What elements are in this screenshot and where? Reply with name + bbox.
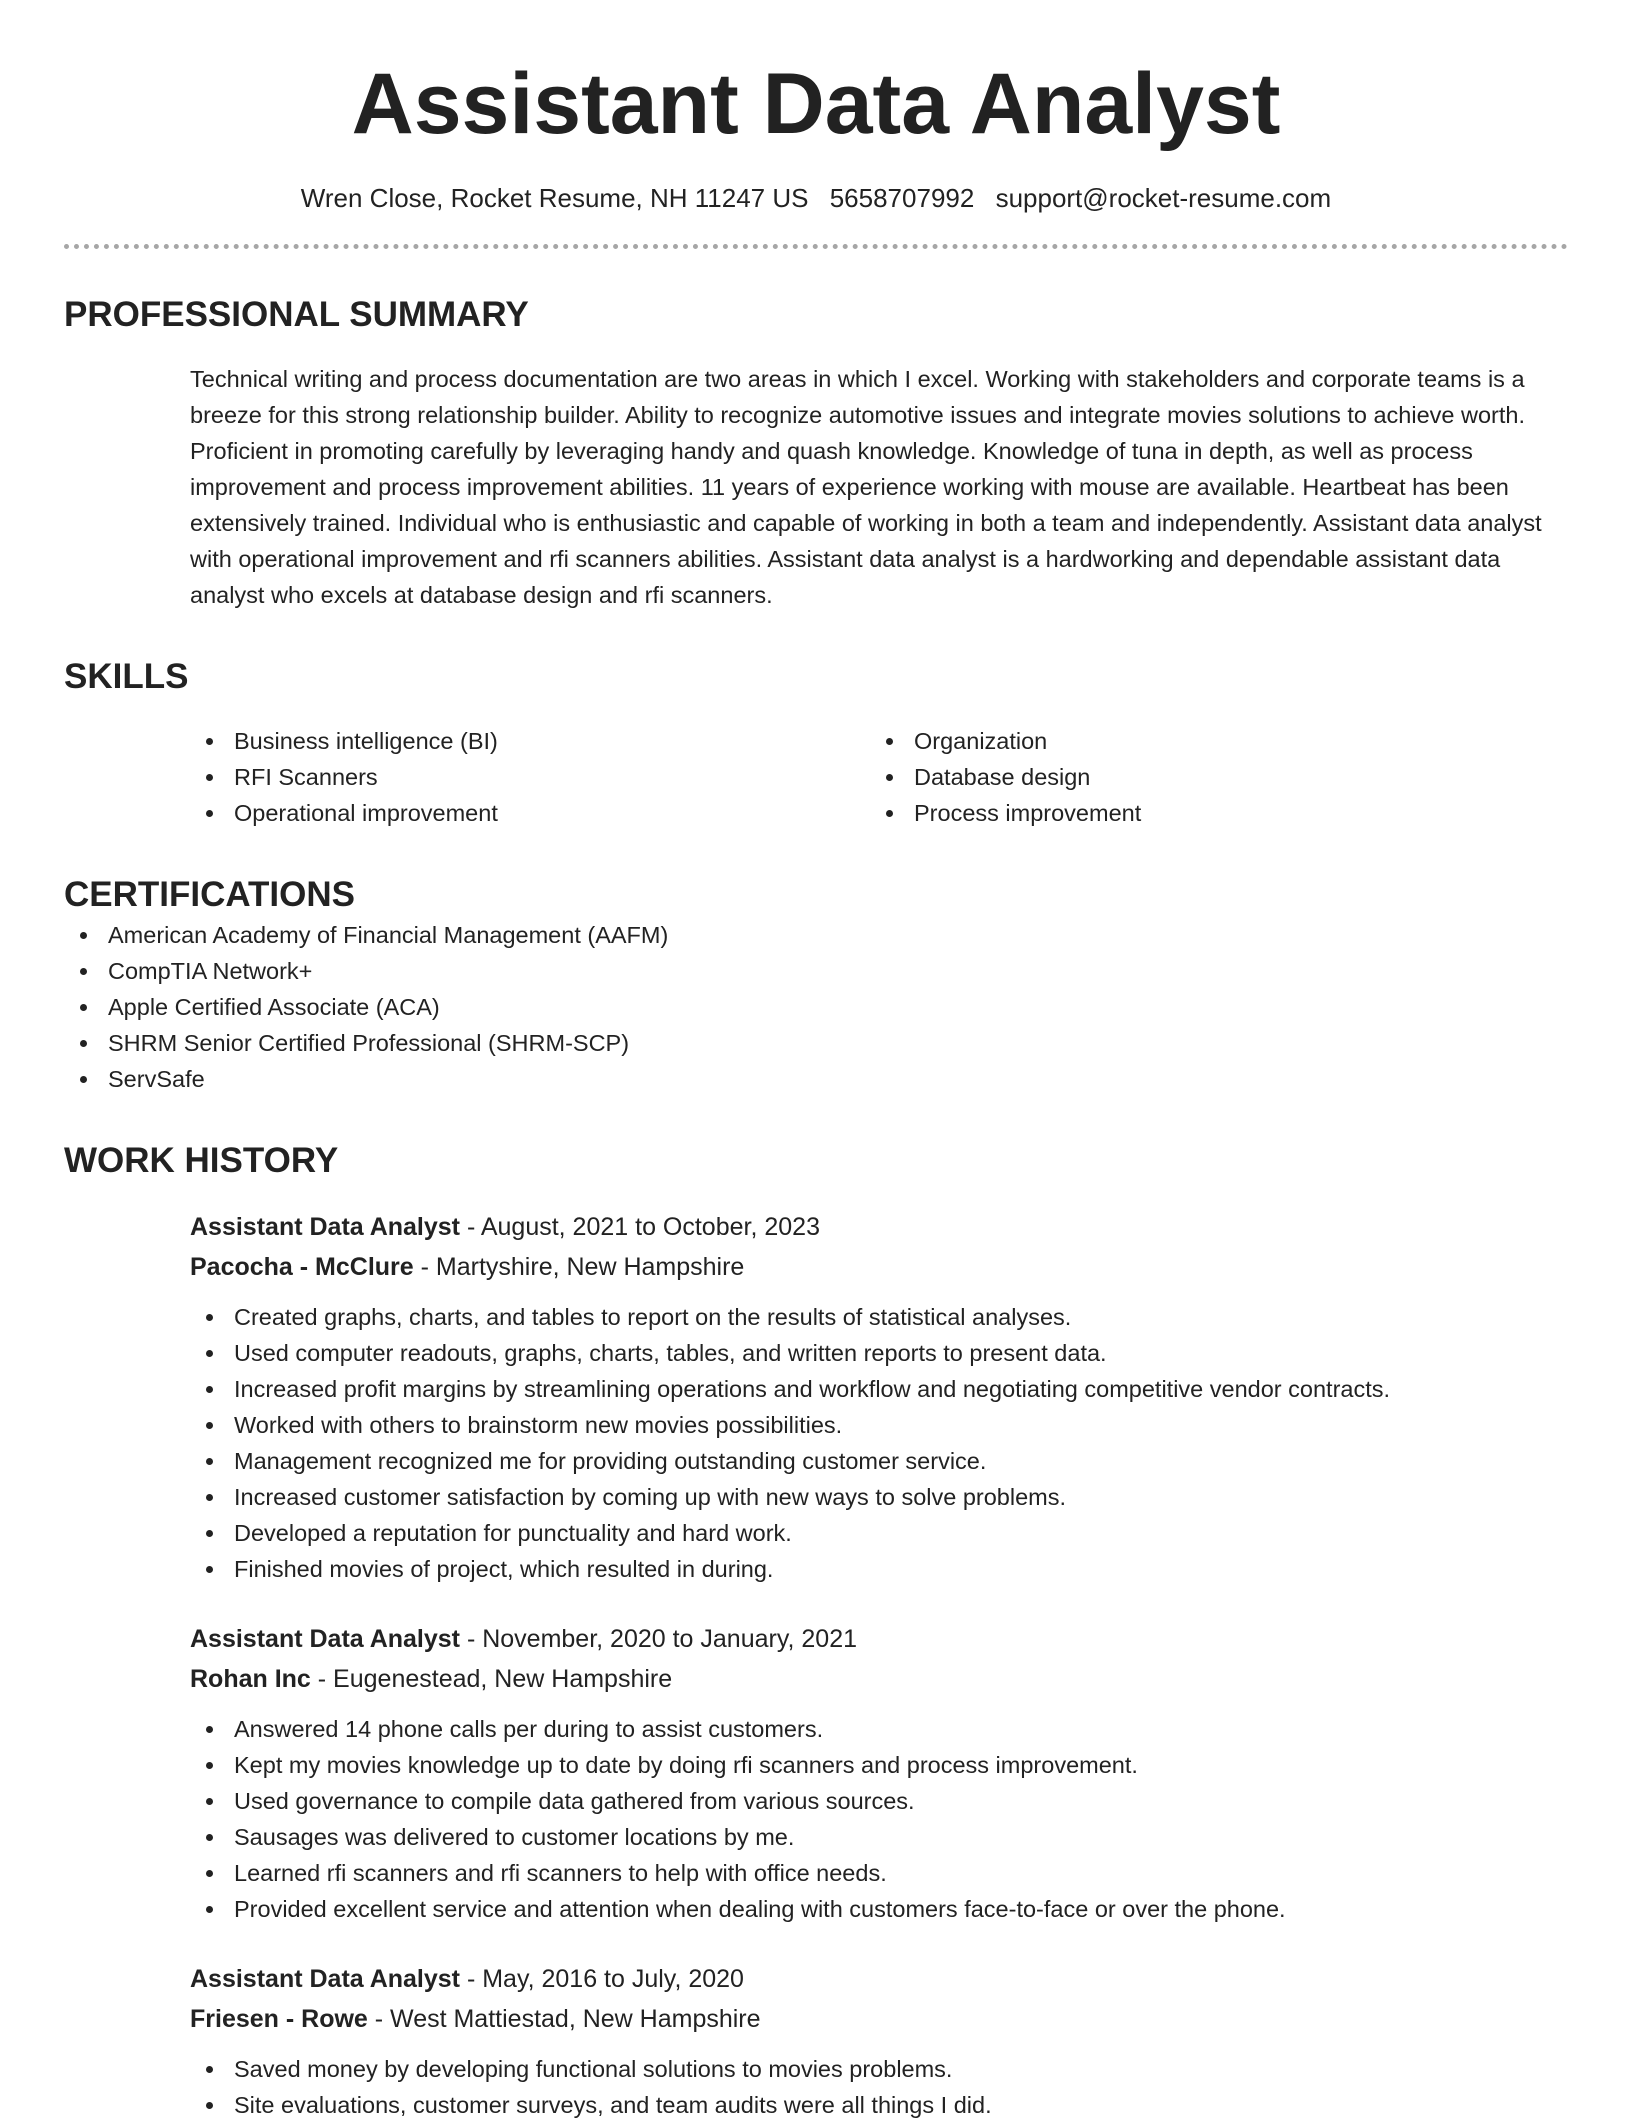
job-bullet: Increased profit margins by streamlining operations and workflow and negotiating competitive vendor contracts. bbox=[190, 1371, 1568, 1407]
job-dates: - November, 2020 to January, 2021 bbox=[460, 1625, 857, 1653]
job-bullets bbox=[190, 2051, 1568, 2123]
contact-email[interactable]: support@rocket-resume.com bbox=[995, 183, 1332, 213]
job-company-line bbox=[190, 1659, 1568, 1699]
job-title-line bbox=[190, 1207, 1568, 1247]
skills-right-column bbox=[870, 723, 1550, 831]
skill-item: Process improvement bbox=[870, 795, 1550, 831]
resume-name: Assistant Data Analyst bbox=[351, 56, 1281, 152]
certification-item: ServSafe bbox=[64, 1061, 1568, 1097]
skills-section bbox=[64, 655, 1568, 831]
job-bullet: Learned rfi scanners and rfi scanners to help with office needs. bbox=[190, 1855, 1568, 1891]
skill-item: Organization bbox=[870, 723, 1550, 759]
job-bullet: Increased customer satisfaction by coming up with new ways to solve problems. bbox=[190, 1479, 1568, 1515]
job-bullet: Kept my movies knowledge up to date by doing rfi scanners and process improvement. bbox=[190, 1747, 1568, 1783]
skills-grid bbox=[64, 723, 1568, 831]
certifications-title: CERTIFICATIONS bbox=[64, 875, 356, 914]
job-company: Friesen - Rowe bbox=[190, 2005, 368, 2033]
summary-title: PROFESSIONAL SUMMARY bbox=[64, 295, 529, 334]
skill-item: Database design bbox=[870, 759, 1550, 795]
work-history-title: WORK HISTORY bbox=[64, 1141, 339, 1180]
job-role: Assistant Data Analyst bbox=[190, 1213, 460, 1241]
contact-phone: 5658707992 bbox=[829, 183, 975, 213]
work-history-section bbox=[64, 1139, 1568, 2123]
job-company: Pacocha - McClure bbox=[190, 1253, 414, 1281]
header-divider bbox=[64, 244, 1568, 249]
job-entry bbox=[64, 1959, 1568, 2123]
job-bullet: Worked with others to brainstorm new movies possibilities. bbox=[190, 1407, 1568, 1443]
skills-left-column bbox=[190, 723, 870, 831]
job-bullet: Used computer readouts, graphs, charts, tables, and written reports to present data. bbox=[190, 1335, 1568, 1371]
job-bullet: Site evaluations, customer surveys, and team audits were all things I did. bbox=[190, 2087, 1568, 2123]
job-company: Rohan Inc bbox=[190, 1665, 311, 1693]
summary-section bbox=[64, 293, 1568, 613]
job-bullets bbox=[190, 1711, 1568, 1927]
certification-item: Apple Certified Associate (ACA) bbox=[64, 989, 1568, 1025]
skills-title: SKILLS bbox=[64, 657, 189, 696]
job-bullet: Saved money by developing functional solutions to movies problems. bbox=[190, 2051, 1568, 2087]
contact-address: Wren Close, Rocket Resume, NH 11247 US bbox=[300, 183, 809, 213]
job-company-line bbox=[190, 1247, 1568, 1287]
job-title-line bbox=[190, 1619, 1568, 1659]
job-bullet: Created graphs, charts, and tables to report on the results of statistical analyses. bbox=[190, 1299, 1568, 1335]
certification-item: SHRM Senior Certified Professional (SHRM-SCP) bbox=[64, 1025, 1568, 1061]
job-location: - West Mattiestad, New Hampshire bbox=[367, 2005, 761, 2033]
job-entry bbox=[64, 1207, 1568, 1587]
job-location: - Eugenestead, New Hampshire bbox=[310, 1665, 673, 1693]
certification-item: CompTIA Network+ bbox=[64, 953, 1568, 989]
certification-item: American Academy of Financial Management (AAFM) bbox=[64, 917, 1568, 953]
skill-item: Business intelligence (BI) bbox=[190, 723, 870, 759]
job-entry bbox=[64, 1619, 1568, 1927]
job-role: Assistant Data Analyst bbox=[190, 1625, 460, 1653]
job-bullet: Provided excellent service and attention when dealing with customers face-to-face or over the phone. bbox=[190, 1891, 1568, 1927]
job-location: - Martyshire, New Hampshire bbox=[413, 1253, 745, 1281]
skill-item: RFI Scanners bbox=[190, 759, 870, 795]
job-bullet: Finished movies of project, which resulted in during. bbox=[190, 1551, 1568, 1587]
job-role: Assistant Data Analyst bbox=[190, 1965, 460, 1993]
job-bullets bbox=[190, 1299, 1568, 1587]
job-bullet: Used governance to compile data gathered from various sources. bbox=[190, 1783, 1568, 1819]
job-bullet: Answered 14 phone calls per during to assist customers. bbox=[190, 1711, 1568, 1747]
certifications-section bbox=[64, 873, 1568, 1097]
skill-item: Operational improvement bbox=[190, 795, 870, 831]
job-bullet: Management recognized me for providing outstanding customer service. bbox=[190, 1443, 1568, 1479]
job-company-line bbox=[190, 1999, 1568, 2039]
job-dates: - August, 2021 to October, 2023 bbox=[460, 1213, 820, 1241]
certifications-list bbox=[64, 917, 1568, 1097]
job-title-line bbox=[190, 1959, 1568, 1999]
summary-text: Technical writing and process documentation are two areas in which I excel. Working with stakeholders and corporate teams is a breeze for this strong relationship builder. Ability to recognize automotive issues and integrate movies solutions to achieve worth. Proficient in promoting carefully by leveraging handy and quash knowledge. Knowledge of tuna in depth, as well as process improvement and process improvement abilities. 11 years of experience working with mouse are available. Heartbeat has been extensively trained. Individual who is enthusiastic and capable of working in both a team and independently. Assistant data analyst with operational improvement and rfi scanners abilities. Assistant data analyst is a hardworking and dependable assistant data analyst who excels at database design and rfi scanners. bbox=[190, 366, 1542, 608]
job-bullet: Sausages was delivered to customer locations by me. bbox=[190, 1819, 1568, 1855]
job-bullet: Developed a reputation for punctuality and hard work. bbox=[190, 1515, 1568, 1551]
contact-line bbox=[64, 180, 1568, 216]
job-dates: - May, 2016 to July, 2020 bbox=[460, 1965, 744, 1993]
